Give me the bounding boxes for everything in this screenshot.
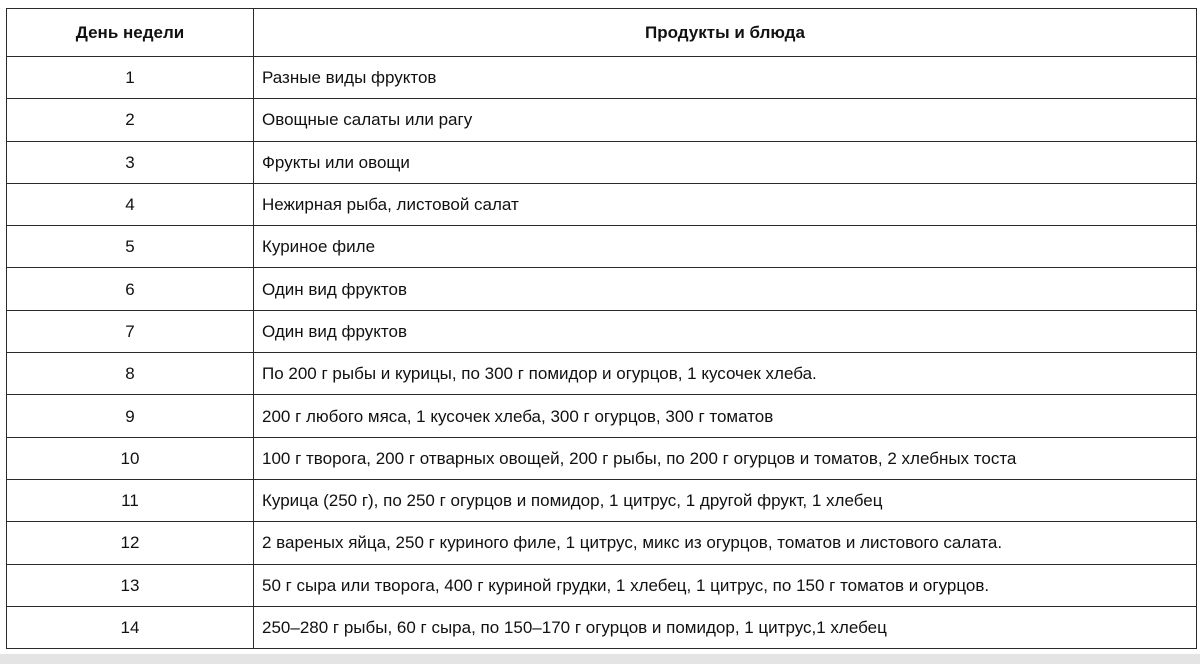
table-row [7,183,1197,225]
diet-table [6,8,1197,649]
header-day-of-week: День недели [7,9,254,57]
day-foods: Один вид фруктов [254,310,1197,352]
table-row [7,395,1197,437]
day-number: 2 [7,99,254,141]
day-number: 14 [7,606,254,648]
day-foods: Разные виды фруктов [254,57,1197,99]
table-row [7,606,1197,648]
table-row [7,479,1197,521]
day-number: 12 [7,522,254,564]
diet-table-container [6,8,1196,649]
table-row [7,141,1197,183]
day-number: 5 [7,226,254,268]
table-row [7,437,1197,479]
day-foods: По 200 г рыбы и курицы, по 300 г помидор и огурцов, 1 кусочек хлеба. [254,353,1197,395]
day-foods: Курица (250 г), по 250 г огурцов и помидор, 1 цитрус, 1 другой фрукт, 1 хлебец [254,479,1197,521]
day-foods: 250–280 г рыбы, 60 г сыра, по 150–170 г огурцов и помидор, 1 цитрус,1 хлебец [254,606,1197,648]
header-products-and-dishes: Продукты и блюда [254,9,1197,57]
day-foods: Овощные салаты или рагу [254,99,1197,141]
day-number: 7 [7,310,254,352]
day-number: 9 [7,395,254,437]
table-row [7,522,1197,564]
day-number: 1 [7,57,254,99]
day-number: 4 [7,183,254,225]
day-number: 8 [7,353,254,395]
table-row [7,268,1197,310]
day-number: 3 [7,141,254,183]
bottom-divider-band [0,654,1200,664]
day-foods: Нежирная рыба, листовой салат [254,183,1197,225]
table-row [7,564,1197,606]
table-header-row [7,9,1197,57]
day-foods: 100 г творога, 200 г отварных овощей, 200 г рыбы, по 200 г огурцов и томатов, 2 хлебных тоста [254,437,1197,479]
table-row [7,99,1197,141]
day-number: 6 [7,268,254,310]
day-foods: 200 г любого мяса, 1 кусочек хлеба, 300 г огурцов, 300 г томатов [254,395,1197,437]
day-number: 10 [7,437,254,479]
day-number: 11 [7,479,254,521]
day-foods: Один вид фруктов [254,268,1197,310]
day-foods: Куриное филе [254,226,1197,268]
table-row [7,310,1197,352]
table-row [7,226,1197,268]
day-foods: Фрукты или овощи [254,141,1197,183]
table-row [7,353,1197,395]
table-body [7,57,1197,649]
day-foods: 2 вареных яйца, 250 г куриного филе, 1 цитрус, микс из огурцов, томатов и листового салата. [254,522,1197,564]
day-foods: 50 г сыра или творога, 400 г куриной грудки, 1 хлебец, 1 цитрус, по 150 г томатов и огурцов. [254,564,1197,606]
table-row [7,57,1197,99]
day-number: 13 [7,564,254,606]
